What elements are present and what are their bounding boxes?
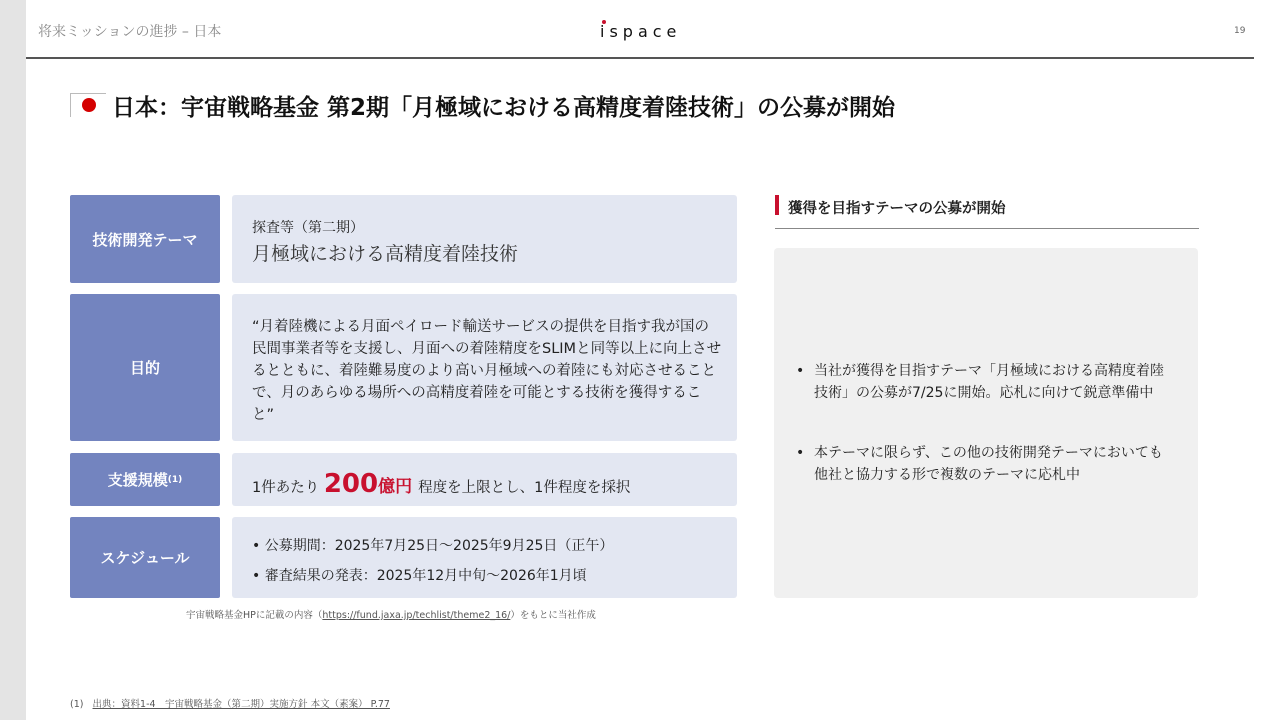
theme-label (70, 195, 220, 283)
theme-cell (232, 195, 737, 283)
header-divider (26, 57, 1254, 59)
scale-label-text: 支援規模 (107, 471, 168, 489)
scale-unit: 億円 (378, 477, 413, 497)
footnote (70, 696, 390, 710)
source-note (186, 607, 596, 621)
scale-cell (232, 453, 737, 506)
footnote-text: 出典：資料1-4 宇宙戦略基金（第二期）実施方針 本文（素案） P.77 (92, 699, 390, 710)
scale-amount: 200 (323, 469, 379, 499)
japan-flag-icon (70, 93, 106, 117)
side-panel (774, 248, 1198, 598)
page-number: 19 (1234, 26, 1246, 36)
scale-suffix: 程度を上限とし、1件程度を採択 (418, 480, 631, 496)
bullet-dot-icon: • (796, 363, 805, 379)
source-link[interactable]: https://fund.jaxa.jp/techlist/theme2_16/ (322, 610, 511, 621)
scale-footnote-marker: (1) (167, 474, 183, 485)
scale-line (252, 469, 630, 499)
side-divider (775, 228, 1199, 229)
side-bullet (796, 360, 1168, 404)
schedule-label-text: スケジュール (100, 549, 190, 567)
schedule-cell (232, 517, 737, 598)
ispace-logo: ispace (600, 22, 682, 41)
schedule-item: • 審査結果の発表：2025年12月中旬～2026年1月頃 (252, 568, 587, 584)
purpose-text: “月着陸機による月面ペイロード輸送サービスの提供を目指す我が国の民間事業者等を支援し、月面への着陸精度をSLIMと同等以上に向上させるとともに、着陸難易度のより高い月極域への着陸にも対応させることで、月のあらゆる場所への高精度着陸を可能とする技術を獲得すること” (252, 319, 722, 423)
scale-prefix: 1件あたり (252, 480, 320, 496)
theme-main: 月極域における高精度着陸技術 (252, 243, 519, 265)
flag-disc (82, 98, 96, 112)
side-heading-accent (775, 195, 779, 215)
side-bullet (796, 442, 1168, 486)
scale-label (70, 453, 220, 506)
footnote-marker: (1) (70, 699, 84, 710)
side-bullet-text: 当社が獲得を目指すテーマ「月極域における高精度着陸技術」の公募が7/25に開始。応札に向けて鋭意準備中 (814, 363, 1164, 401)
purpose-label-text: 目的 (129, 359, 160, 377)
left-margin-strip (0, 0, 26, 720)
section-title: 将来ミッションの進捗 – 日本 (38, 24, 222, 40)
purpose-label (70, 294, 220, 441)
source-suffix: ）をもとに当社作成 (510, 610, 596, 621)
side-bullet-text: 本テーマに限らず、この他の技術開発テーマにおいても他社と協力する形で複数のテーマに応札中 (814, 445, 1163, 483)
theme-sub: 探査等（第二期） (252, 220, 364, 236)
side-heading: 獲得を目指すテーマの公募が開始 (788, 201, 1006, 217)
bullet-dot-icon: • (796, 445, 805, 461)
schedule-label (70, 517, 220, 598)
page-title: 日本：宇宙戦略基金 第2期「月極域における高精度着陸技術」の公募が開始 (112, 95, 896, 121)
theme-label-text: 技術開発テーマ (92, 230, 198, 249)
schedule-item: • 公募期間：2025年7月25日～2025年9月25日（正午） (252, 538, 614, 554)
purpose-cell (232, 294, 737, 441)
source-prefix: 宇宙戦略基金HPに記載の内容（ (186, 610, 323, 621)
